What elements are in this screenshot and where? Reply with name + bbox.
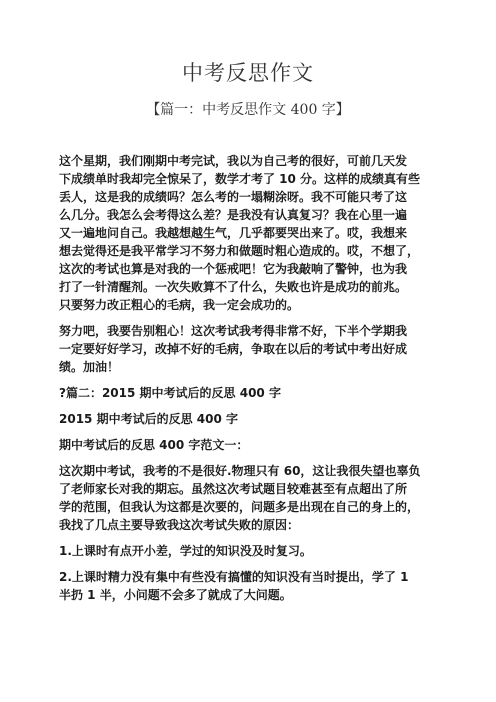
text-line: 2015 期中考试后的反思 400 字 (59, 412, 238, 426)
list-item (59, 542, 459, 560)
text-line: 么几分。我怎么会考得这么差？是我没有认真复习？我在心里一遍 (59, 208, 408, 222)
section-heading (59, 384, 459, 402)
section-heading (59, 410, 459, 428)
paragraph (59, 152, 459, 314)
text-line: 绩。加油！ (59, 360, 120, 374)
text-line: 想去觉得还是我平常学习不努力和做题时粗心造成的。哎，不想了， (59, 244, 420, 258)
document-body (59, 152, 459, 604)
document-title: 中考反思作文 (182, 61, 314, 85)
text-line: 半扔 1 半，小问题不会多了就成了大问题。 (59, 588, 292, 602)
text-line: 这次期中考试，我考的不是很好.物理只有 60，这让我很失望也辜负 (59, 464, 421, 478)
paragraph (59, 322, 459, 376)
section-heading (59, 436, 459, 454)
text-line: 丢人，这是我的成绩吗？怎么考的一塌糊涂呀。我不可能只考了这 (59, 190, 408, 204)
paragraph (59, 462, 459, 534)
text-line: 了老师家长对我的期忘。虽然这次考试题目较难甚至有点超出了所 (59, 482, 408, 496)
text-line: 努力吧，我要告别粗心！这次考试我考得非常不好，下半个学期我 (59, 324, 408, 338)
document-subtitle: 【篇一：中考反思作文 400 字】 (146, 102, 350, 118)
text-line: 2.上课时精力没有集中有些没有搞懂的知识没有当时提出，学了 1 (59, 570, 409, 584)
text-line: 这个星期，我们刚期中考完试，我以为自己考的很好，可前几天发 (59, 154, 408, 168)
text-line: 打了一针清醒剂。一次失败算不了什么，失败也许是成功的前兆。 (59, 280, 408, 294)
text-line: 1.上课时有点开小差，学过的知识没及时复习。 (59, 544, 312, 558)
text-line: 一定要好好学习，改掉不好的毛病，争取在以后的考试中考出好成 (59, 342, 408, 356)
list-item (59, 568, 459, 604)
text-line: 期中考试后的反思 400 字范文一： (59, 438, 249, 452)
text-line: 又一遍地问自己。我越想越生气，几乎都要哭出来了。哎，我想来 (59, 226, 408, 240)
text-line: 这次的考试也算是对我的一个惩戒吧！它为我敲响了警钟，也为我 (59, 262, 408, 276)
text-line: 只要努力改正粗心的毛病，我一定会成功的。 (59, 298, 300, 312)
text-line: ?篇二：2015 期中考试后的反思 400 字 (59, 386, 281, 400)
text-line: 下成绩单时我却完全惊呆了，数学才考了 10 分。这样的成绩真有些 (59, 172, 421, 186)
text-line: 学的范围，但我认为这都是次要的，问题多是出现在自己的身上的， (59, 500, 420, 514)
text-line: 我找了几点主要导致我这次考试失败的原因： (59, 518, 300, 532)
